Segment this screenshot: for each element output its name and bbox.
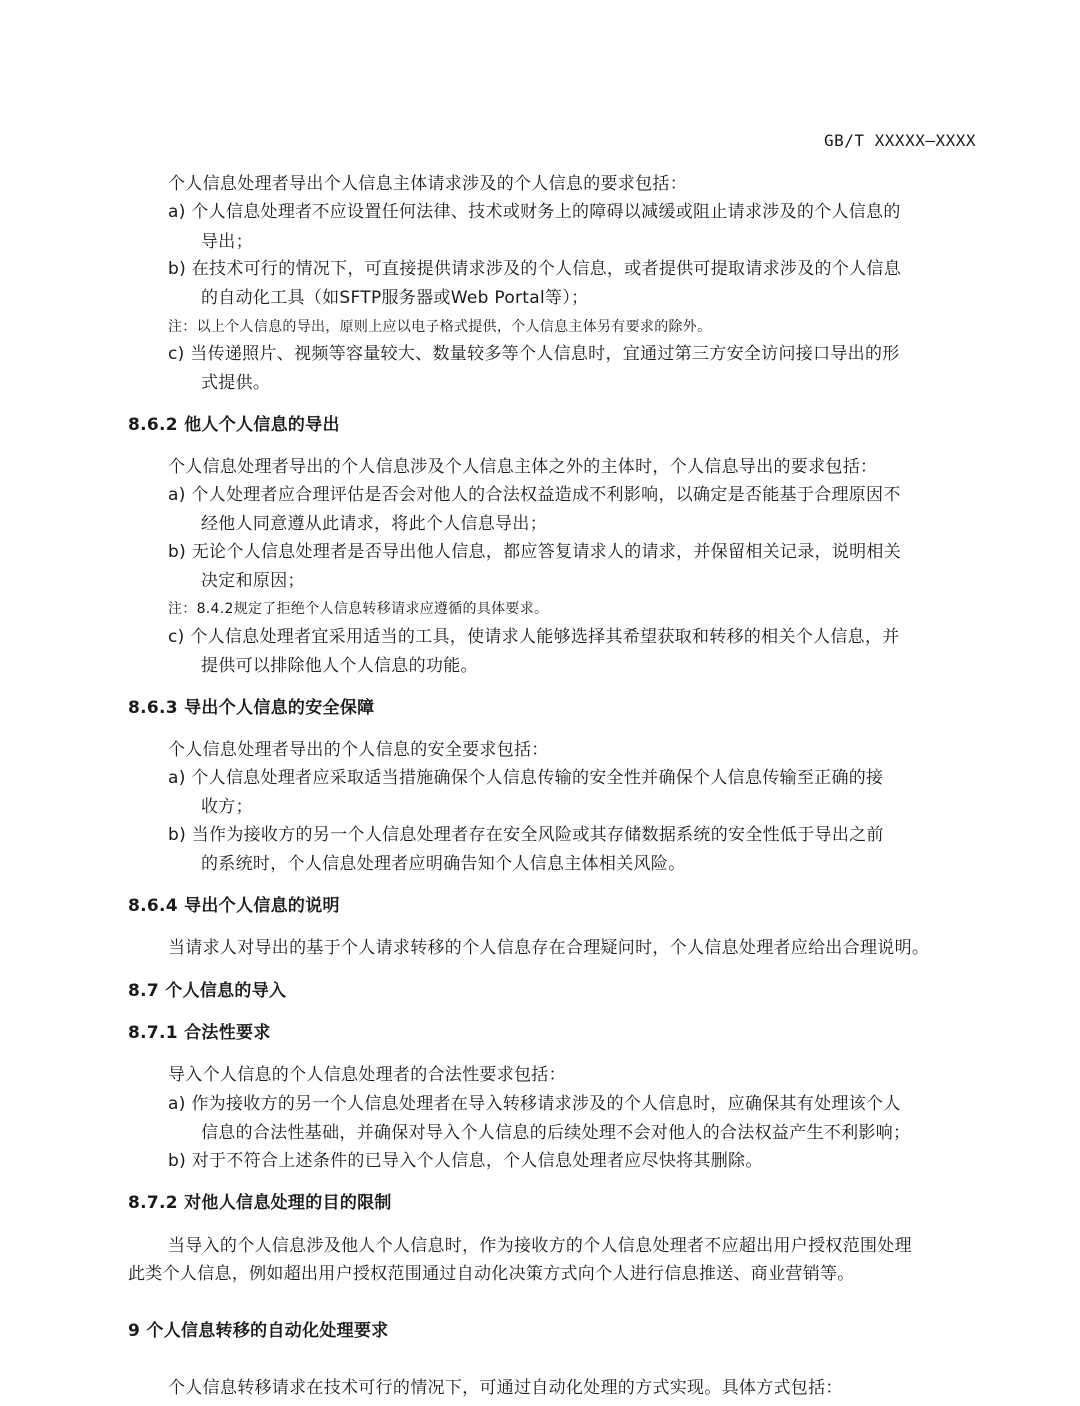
paragraph: 个人信息处理者导出的个人信息的安全要求包括： — [168, 740, 549, 760]
paragraph: 个人信息处理者导出的个人信息涉及个人信息主体之外的主体时，个人信息导出的要求包括： — [168, 457, 878, 477]
list-item-continuation: 提供可以排除他人个人信息的功能。 — [201, 656, 478, 676]
list-item-continuation: 经他人同意遵从此请求，将此个人信息导出； — [201, 514, 547, 534]
list-item-a: a) 个人信息处理者不应设置任何法律、技术或财务上的障碍以减缓或阻止请求涉及的个人信息的 — [168, 202, 901, 222]
list-item-c: c) 当传递照片、视频等容量较大、数量较多等个人信息时，宜通过第三方安全访问接口导出的形 — [168, 344, 900, 364]
list-item-continuation: 信息的合法性基础，并确保对导入个人信息的后续处理不会对他人的合法权益产生不利影响； — [201, 1123, 911, 1143]
section-heading-8-6-2: 8.6.2 他人个人信息的导出 — [128, 415, 340, 435]
list-item-b: b) 当作为接收方的另一个人信息处理者存在安全风险或其存储数据系统的安全性低于导出之前 — [168, 825, 884, 845]
note: 注：8.4.2规定了拒绝个人信息转移请求应遵循的具体要求。 — [168, 601, 549, 617]
section-heading-8-6-3: 8.6.3 导出个人信息的安全保障 — [128, 698, 375, 718]
paragraph: 当请求人对导出的基于个人请求转移的个人信息存在合理疑问时，个人信息处理者应给出合理说明。 — [168, 938, 930, 958]
section-heading-8-7-2: 8.7.2 对他人信息处理的目的限制 — [128, 1193, 392, 1213]
list-item-b: b) 无论个人信息处理者是否导出他人信息，都应答复请求人的请求，并保留相关记录，说明相关 — [168, 542, 902, 562]
note: 注：以上个人信息的导出，原则上应以电子格式提供，个人信息主体另有要求的除外。 — [168, 319, 712, 335]
list-item-continuation: 决定和原因； — [201, 571, 305, 591]
paragraph-continuation: 此类个人信息，例如超出用户授权范围通过自动化决策方式向个人进行信息推送、商业营销等。 — [128, 1264, 855, 1284]
list-item-a: a) 个人处理者应合理评估是否会对他人的合法权益造成不利影响，以确定是否能基于合理原因不 — [168, 485, 901, 505]
paragraph: 导入个人信息的个人信息处理者的合法性要求包括： — [168, 1065, 566, 1085]
list-item-b: b) 对于不符合上述条件的已导入个人信息，个人信息处理者应尽快将其删除。 — [168, 1151, 763, 1171]
list-item-a: a) 个人信息处理者应采取适当措施确保个人信息传输的安全性并确保个人信息传输至正确的接 — [168, 768, 884, 788]
list-item-continuation: 式提供。 — [201, 373, 271, 393]
section-heading-8-7: 8.7 个人信息的导入 — [128, 981, 287, 1001]
paragraph: 当导入的个人信息涉及他人个人信息时，作为接收方的个人信息处理者不应超出用户授权范围处理 — [168, 1236, 912, 1256]
list-item-continuation: 的系统时，个人信息处理者应明确告知个人信息主体相关风险。 — [201, 854, 686, 874]
list-item-a: a) 作为接收方的另一个人信息处理者在导入转移请求涉及的个人信息时，应确保其有处理该个人 — [168, 1094, 901, 1114]
list-item-b: b) 在技术可行的情况下，可直接提供请求涉及的个人信息，或者提供可提取请求涉及的个人信息 — [168, 259, 902, 279]
paragraph: 个人信息转移请求在技术可行的情况下，可通过自动化处理的方式实现。具体方式包括： — [168, 1378, 843, 1398]
list-item-c: c) 个人信息处理者宜采用适当的工具，使请求人能够选择其希望获取和转移的相关个人信息，并 — [168, 627, 900, 647]
paragraph: 个人信息处理者导出个人信息主体请求涉及的个人信息的要求包括： — [168, 174, 687, 194]
list-item-continuation: 的自动化工具（如SFTP服务器或Web Portal等）； — [201, 288, 589, 308]
section-heading-9: 9 个人信息转移的自动化处理要求 — [128, 1321, 389, 1341]
list-item-continuation: 收方； — [201, 797, 253, 817]
document-number: GB/T XXXXX—XXXX — [824, 131, 976, 150]
list-item-continuation: 导出； — [201, 232, 253, 252]
section-heading-8-6-4: 8.6.4 导出个人信息的说明 — [128, 896, 340, 916]
section-heading-8-7-1: 8.7.1 合法性要求 — [128, 1023, 271, 1043]
